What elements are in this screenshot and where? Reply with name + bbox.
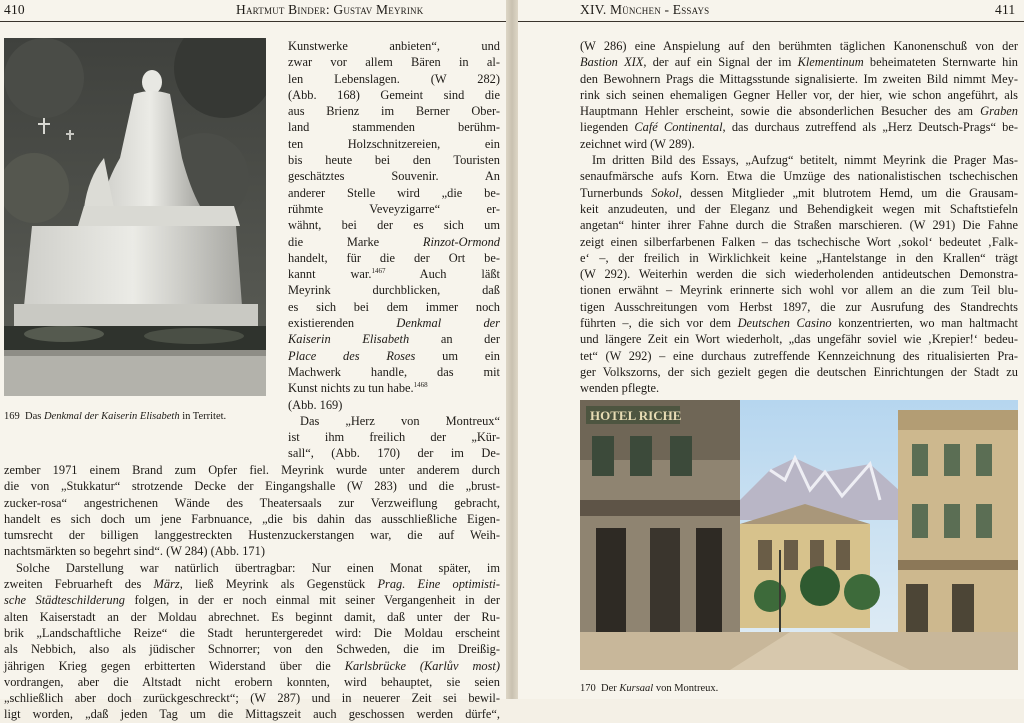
running-head-left: Hartmut Binder: Gustav Meyrink [236,2,424,17]
kursaal-illustration [580,400,1018,670]
text-line [580,185,1018,201]
text-line: tigen Ausschreitungen vom Herbst 1897, die zur Ausrufung des Standrechts [580,299,1018,314]
text-line [580,103,1018,119]
side-text: existierenden [288,316,397,331]
page-number-right: 411 [995,2,1016,17]
text-line: zember 1971 einem Brand zum Opfer fiel. Meyrink wurde unter anderem durch [4,463,500,477]
text-line: vordrangen, aber die Altstadt nicht erobern konnten, wird behauptet, sie seien [4,674,500,689]
text-line: zeichnet wird (W 289). [580,136,695,151]
text-run: konzentrierten, wo man haltmacht [831,316,1018,331]
side-line [288,331,500,347]
text-line [580,315,1018,331]
side-line: aus Brienz im Berner Ober- [288,104,500,119]
side-line: bis heute bei den Touristen [288,153,500,168]
side-line: es sich bei dem immer noch [288,299,500,314]
side-line: handelt, für die der Ort be- [288,250,500,265]
text-line: nachtsmärkten so begehrt sind“. (W 284) (Abb. 171) [4,544,265,559]
text-line: ligt worden, „daß jeden Tag um die Mittagszeit auch geschossen werden dürfe“, [4,707,500,722]
side-em: Kaiserin Elisabeth [288,332,410,347]
side-text: Auch läßt [385,267,500,282]
text-run: beheimateten Sternwarte hin [863,55,1018,70]
text-em: Graben [980,104,1018,119]
text-line: den Bewohnern Prags die Mittagsstunde signalisierte. Im zweiten Bild nimmt Mey- [580,71,1018,86]
text-run: liegenden [580,120,635,135]
text-line: Im dritten Bild des Essays, „Aufzug“ betitelt, nimmt Meyrink die Prager Mas- [592,153,1018,168]
text-line: wenden pflegte. [580,381,660,396]
side-line: zwar vor allem Bären in al- [288,55,500,70]
text-line: tet“ (W 292) – eine durchaus zutreffende Kennzeichnung des ritualisierten Pra- [580,348,1018,363]
text-run: zweiten Februarheft des [4,577,154,592]
text-line [4,576,500,592]
caption-170-title: Kursaal [619,683,654,694]
figure-169-monument-photo [4,38,266,396]
text-line: rink sich seinen ehemaligen Gegner Heller vor, der hier, wie schon angeführt, als [580,87,1018,102]
side-line [288,348,500,364]
text-run: , dessen Mitglieder „mit blutrotem Hemd, um die Grausam- [678,185,1018,200]
text-em: Klementinum [797,55,864,70]
text-line: brik „Landschaftliche Reize“ die Stadt heruntergeredet wird: Die Moldau erscheint [4,625,500,640]
text-em: sche Städteschilderung [4,593,126,608]
figure-170-kursaal-postcard [580,400,1018,670]
header-rule-right [518,21,1024,22]
text-run: jährigen Krieg gegen erbitterten Widerstand über die [4,658,345,673]
text-line: handelt es sich doch um jene Farbnuance, „die bis dahin das ausschließliche Eigen- [4,511,500,526]
text-line: alten Kaiserstadt an der Moldau abrechnet. Es beginnt damit, daß unter der Ru- [4,609,500,624]
text-em: Prag. Eine optimisti- [377,577,500,592]
side-line: sall“, (Abb. 170) der im De- [288,446,500,461]
text-em: Bastion XIX [580,55,644,70]
side-line: (Abb. 169) [288,397,343,412]
text-line: zucker-rosa“ angestrichenen Wände des Theatersaals zur Verzweiflung gebracht, [4,495,500,510]
hotel-sign-text: HOTEL RICHE [590,408,682,423]
text-line: angetan“ hinter ihrer Fahne durch die Straßen marschieren. (W 291) Die Fahne [580,218,1018,233]
side-line [288,315,500,331]
text-run: Hauptmann Hehler erscheint, sowie die absonderlichen Besucher des am [580,104,981,119]
text-em: März [153,577,180,592]
text-line: tionen erwähnt – Meyrink erinnerte sich wohl vor allem an die zum Teil blu- [580,283,1018,298]
text-run: , das durchaus zutreffend als „Herz Deutsch-Prags“ be- [722,120,1018,135]
figure-170-caption [580,682,1018,695]
side-line: len Lebenslagen. (W 282) [288,71,500,86]
footnote-ref: 1468 [413,381,428,390]
caption-169-title: Denkmal der Kaiserin Elisabeth [43,411,180,422]
text-line: (W 292). Weiterhin werden die sich wiederholenden antideutschen Demonstra- [580,267,1018,282]
text-line: Solche Darstellung war natürlich übertragbar: Nur einen Monat später, im [16,560,500,575]
side-line: land stammenden berühm- [288,120,500,135]
side-line: ist ihm freilich der „Kür- [288,430,500,445]
side-line: ten Holzschnitzereien, ein [288,136,500,151]
text-em: Deutschen Casino [737,316,832,331]
side-line: (Abb. 168) Gemeint sind die [288,87,500,102]
text-line: die von „Stukkatur“ strotzende Decke der Eingangshalle (W 283) und die „brust- [4,479,500,494]
right-text [580,38,1018,397]
text-em: Café Continental [634,120,723,135]
caption-170-pre: Der [601,683,620,694]
text-line [4,592,500,608]
text-run: , der auf ein Signal der im [643,55,798,70]
caption-170-post: von Montreux. [653,683,719,694]
monument-illustration [4,38,266,396]
left-page [0,0,506,722]
text-em: Karlsbrücke (Karlův most) [344,658,500,673]
side-line: Das „Herz von Montreux“ [300,413,500,428]
side-line: wähnt, bei der es sich um [288,218,500,233]
side-text: die Marke [288,234,423,249]
side-em: Rinzot-Ormond [422,234,500,249]
side-text: Kunst nichts zu tun habe. [288,381,414,396]
book-gutter [506,0,518,699]
side-line [288,266,500,282]
side-line: rühmte Veveyzigarre“ er- [288,201,500,216]
side-em: Denkmal der [396,316,500,331]
right-page [518,0,1024,699]
text-line: ger Volkszorns, der sich gezielt gegen die deutschen Einrichtungen der Stadt zu [580,364,1018,379]
text-line: e‘ –, der freilich in Wirklichkeit keine „Hantelstange in den Krallen“ trägt [580,250,1018,265]
text-line [580,119,1018,135]
text-run: , ließ Meyrink als Gegenstück [179,577,378,592]
page-number-left: 410 [4,2,25,17]
side-line [288,380,500,396]
side-line: Machwerk handle, das mit [288,364,500,379]
text-line: (W 286) eine Anspielung auf den berühmten täglichen Kanonenschuß von der [580,39,1018,53]
side-column-text [288,38,500,462]
figure-169-caption [4,410,266,423]
side-text: an der [409,332,500,347]
text-line: zeigt einen silberfarbenen Falken – das tschechische Wort ‚sokol‘ bedeutet ‚Falk- [580,234,1018,249]
text-run: folgen, in der er noch einmal mit seiner Vergangenheit in der [125,593,500,608]
side-em: Place des Roses [288,348,416,363]
caption-169-number: 169 [4,411,20,422]
caption-170-number: 170 [580,683,596,694]
text-line: senaufmärsche aufs Korn. Etwa die Umzüge des nationalistischen tschechischen [580,169,1018,184]
side-line [288,234,500,250]
text-line: „schließlich aber doch zurückgeschreckt“; (W 287) und in neuerer Zeit sei bewil- [4,691,500,706]
side-text: um ein [415,348,500,363]
caption-169-post: in Territet. [179,411,227,422]
text-em: Sokol [651,185,679,200]
left-full-text [4,462,500,723]
text-run: Turnerbunds [580,185,652,200]
footnote-ref: 1467 [371,267,386,276]
header-rule-left [0,21,506,22]
text-line: keit anzudeuten, und der Eleganz und Behendigkeit wegen mit Schaftstiefeln [580,201,1018,216]
side-line: Meyrink durchblicken, daß [288,283,500,298]
text-line: und längere Zeit ein Wort wiederholt, „das ungefähr soviel wie ‚Krepier!‘ bedeu- [580,332,1018,347]
side-text: kannt war. [288,267,372,282]
side-line: Kunstwerke anbieten“, und [288,39,500,53]
text-line: tumsrecht der billigen langgestreckten Hustenzuckerstangen war, die auf Weih- [4,528,500,543]
text-line [580,54,1018,70]
text-line: als Nebbich, also als jüdischer Schnorrer; von den Schweden, die im Dreißig- [4,642,500,657]
side-line: anderer Stelle wird „die be- [288,185,500,200]
side-line: geschätztes Souvenir. An [288,169,500,184]
text-line [4,658,500,674]
running-head-right: XIV. München - Essays [580,2,710,17]
caption-169-pre: Das [25,411,44,422]
text-run: führten –, die sich vor dem [580,316,738,331]
